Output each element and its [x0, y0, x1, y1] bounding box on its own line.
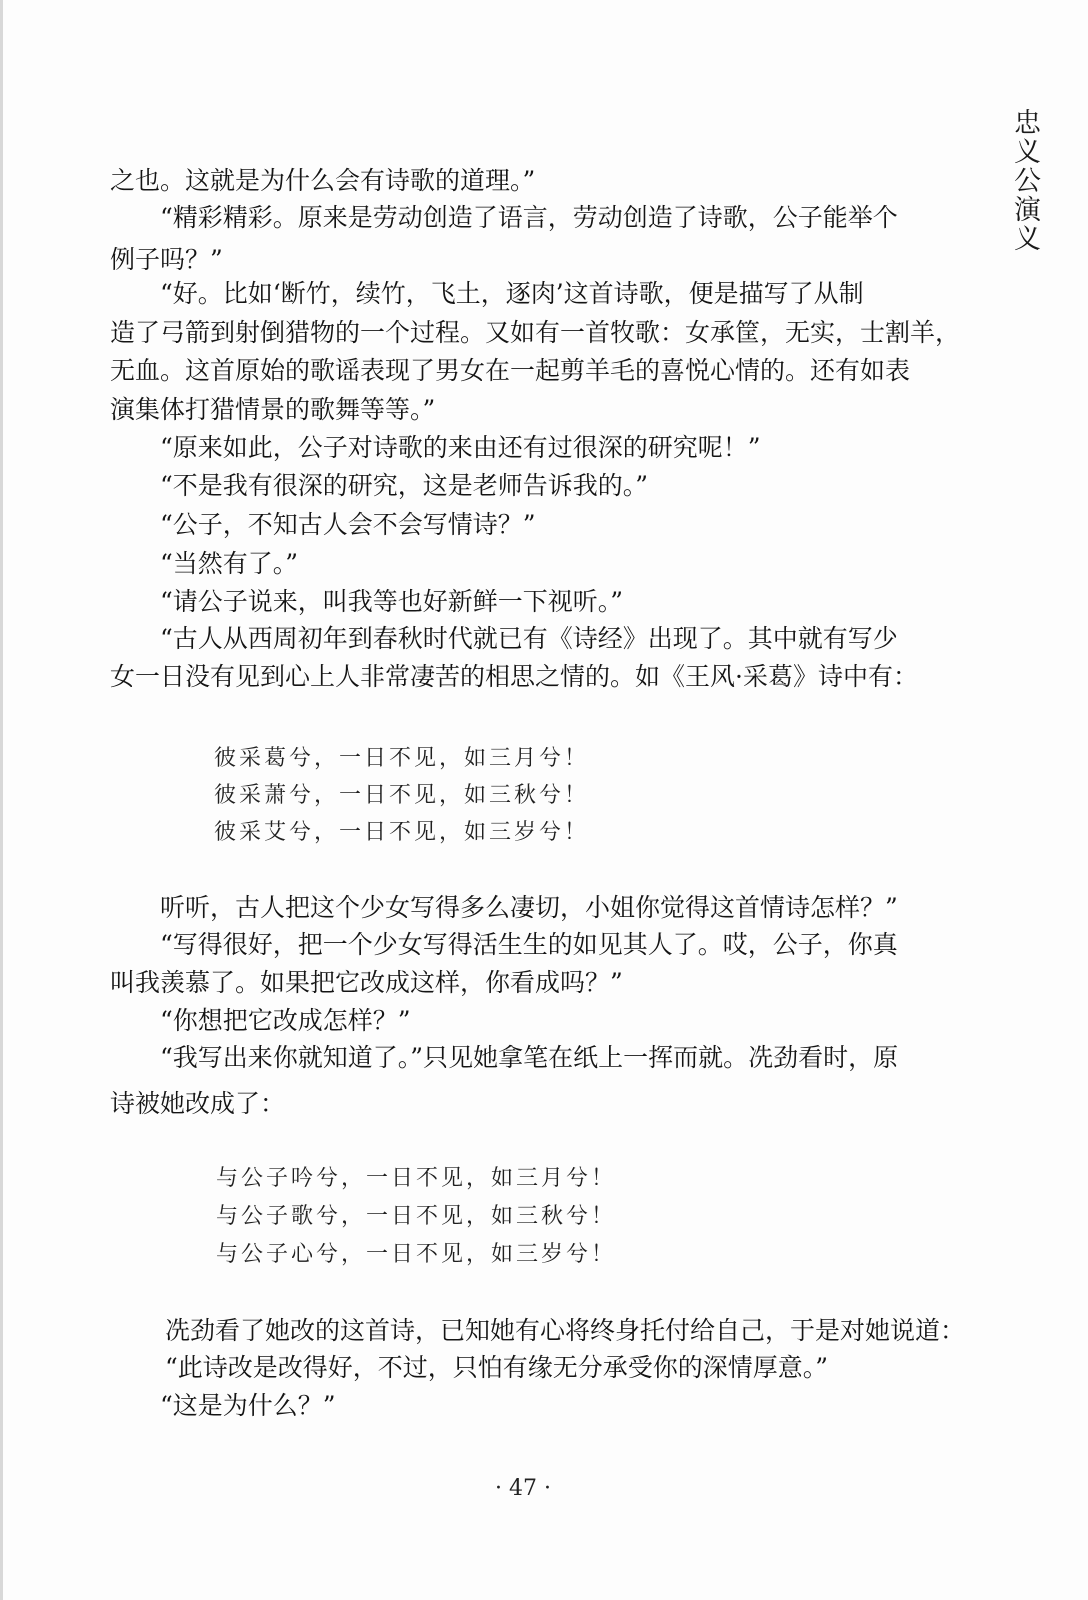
text-line: 演集体打猎情景的歌舞等等。” [110, 395, 436, 424]
text-line: 之也。这就是为什么会有诗歌的道理。” [110, 166, 536, 195]
text-line: “不是我有很深的研究，这是老师告诉我的。” [160, 471, 649, 500]
text-line: “好。比如‘断竹，续竹，飞土，逐肉’这首诗歌，便是描写了从制 [160, 279, 864, 308]
text-line: “古人从西周初年到春秋时代就已有《诗经》出现了。其中就有写少 [160, 624, 898, 653]
poem-line: 与公子吟兮，一日不见，如三月兮！ [216, 1166, 617, 1191]
text-line: “你想把它改成怎样？” [160, 1006, 411, 1035]
running-title: 忠义公演义 [1009, 108, 1040, 253]
text-line: 听听，古人把这个少女写得多么凄切，小姐你觉得这首情诗怎样？” [160, 893, 898, 922]
poem-line: 与公子心兮，一日不见，如三岁兮！ [216, 1242, 617, 1267]
text-line: “当然有了。” [160, 549, 299, 578]
text-line: 冼劲看了她改的这首诗，已知她有心将终身托付给自己，于是对她说道： [165, 1316, 966, 1345]
poem-line: 彼采葛兮，一日不见，如三月兮！ [214, 746, 590, 771]
text-line: 诗被她改成了： [110, 1089, 286, 1118]
text-line: “精彩精彩。原来是劳动创造了语言，劳动创造了诗歌，公子能举个 [160, 203, 898, 232]
text-line: “写得很好，把一个少女写得活生生的如见其人了。哎，公子，你真 [160, 930, 898, 959]
poem-line: 彼采艾兮，一日不见，如三岁兮！ [214, 820, 590, 845]
text-line: “这是为什么？” [160, 1391, 336, 1420]
text-line: 例子吗？” [110, 245, 223, 274]
text-line: 叫我羡慕了。如果把它改成这样，你看成吗？” [110, 968, 623, 997]
page-edge-shadow [0, 0, 3, 1600]
text-line: “公子，不知古人会不会写情诗？” [160, 510, 536, 539]
poem-line: 彼采萧兮，一日不见，如三秋兮！ [214, 783, 590, 808]
text-line: “此诗改是改得好，不过，只怕有缘无分承受你的深情厚意。” [165, 1353, 829, 1382]
text-line: “原来如此，公子对诗歌的来由还有过很深的研究呢！” [160, 433, 761, 462]
poem-line: 与公子歌兮，一日不见，如三秋兮！ [216, 1204, 617, 1229]
text-line: “请公子说来，叫我等也好新鲜一下视听。” [160, 587, 624, 616]
text-line: 女一日没有见到心上人非常凄苦的相思之情的。如《王风·采葛》诗中有： [110, 662, 918, 691]
text-line: 造了弓箭到射倒猎物的一个过程。又如有一首牧歌：女承筐，无实，士割羊， [110, 318, 961, 347]
page-number: · 47 · [495, 1476, 551, 1501]
text-line: 无血。这首原始的歌谣表现了男女在一起剪羊毛的喜悦心情的。还有如表 [110, 356, 911, 385]
text-line: “我写出来你就知道了。”只见她拿笔在纸上一挥而就。冼劲看时，原 [160, 1043, 899, 1072]
